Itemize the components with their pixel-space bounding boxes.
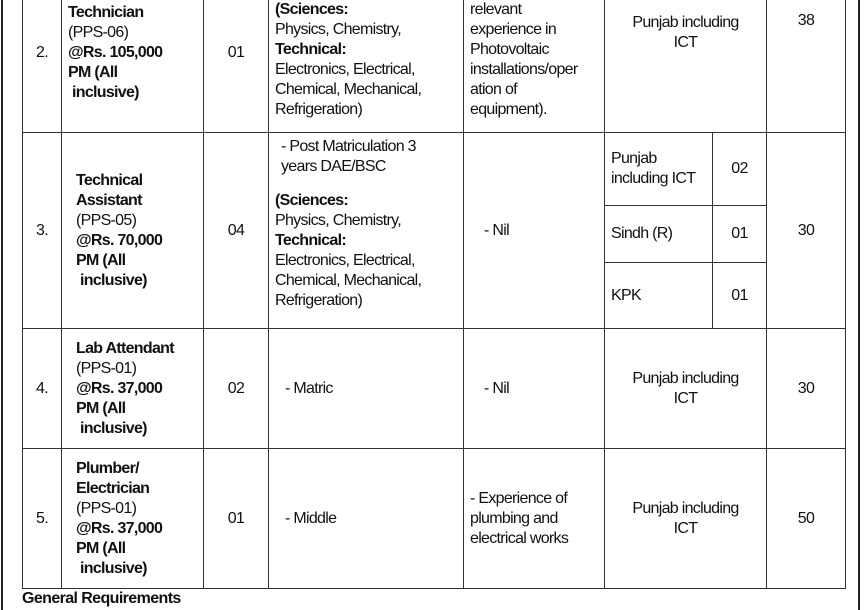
qualification-cell — [269, 133, 464, 329]
region-seats: 01 — [713, 263, 767, 329]
post-title: Assistant — [76, 191, 142, 209]
domicile: Punjab including ICT — [605, 329, 767, 449]
qualification-text: - Post Matriculation 3 — [281, 138, 416, 155]
technical-text: Chemical, Mechanical, — [275, 81, 422, 98]
post-count: 01 — [204, 0, 269, 133]
general-requirements-heading: General Requirements — [22, 590, 181, 607]
pps-grade: (PPS-06) — [68, 24, 129, 41]
post-title: Plumber/ — [76, 459, 139, 477]
experience: - Experience of plumbing and electrical works — [464, 449, 605, 589]
experience: - Nil — [464, 133, 605, 329]
technical-heading: Technical: — [275, 232, 346, 249]
table-row — [23, 0, 846, 133]
experience: - Nil — [464, 329, 605, 449]
pay: PM (All — [76, 539, 126, 557]
serial-number: 5. — [23, 449, 62, 589]
serial-number: 3. — [23, 133, 62, 329]
vacancies-table — [22, 0, 846, 589]
qualification: - Matric — [269, 329, 464, 449]
qualification-cell — [269, 0, 464, 133]
post-cell — [62, 449, 204, 589]
sciences-heading: (Sciences: — [275, 192, 349, 209]
sciences-text: Physics, Chemistry, — [275, 21, 401, 38]
sciences-text: Physics, Chemistry, — [275, 212, 401, 229]
pps-grade: (PPS-01) — [76, 359, 137, 377]
post-title: Electrician — [76, 479, 150, 497]
post-cell — [62, 133, 204, 329]
sciences-heading: (Sciences: — [275, 1, 349, 18]
table-row — [23, 133, 846, 206]
serial-number: 4. — [23, 329, 62, 449]
age-limit: 30 — [767, 329, 846, 449]
age-limit: 50 — [767, 449, 846, 589]
technical-text: Electronics, Electrical, — [275, 61, 415, 78]
pps-grade: (PPS-05) — [76, 211, 137, 229]
technical-text: Refrigeration) — [275, 101, 363, 118]
domicile: Punjab including ICT — [605, 0, 767, 133]
post-title: Technician — [68, 4, 144, 21]
table-row — [23, 449, 846, 589]
experience-text: equipment). — [470, 101, 547, 118]
post-count: 02 — [204, 329, 269, 449]
experience-text: ation of — [470, 81, 517, 98]
pps-grade: (PPS-01) — [76, 499, 137, 517]
region-name: Sindh (R) — [605, 206, 713, 263]
experience-text: relevant — [470, 1, 522, 18]
pay: inclusive) — [80, 559, 147, 577]
pay: @Rs. 37,000 — [76, 379, 163, 397]
technical-heading: Technical: — [275, 41, 346, 58]
technical-text: Chemical, Mechanical, — [275, 272, 422, 289]
pay: @Rs. 70,000 — [76, 231, 163, 249]
region-seats: 02 — [713, 133, 767, 206]
region-name: KPK — [605, 263, 713, 329]
age-limit: 38 — [767, 0, 846, 133]
pay: inclusive) — [80, 271, 147, 289]
post-title: Lab Attendant — [76, 339, 174, 357]
pay: PM (All — [76, 399, 126, 417]
experience-cell — [464, 0, 605, 133]
table-row — [23, 329, 846, 449]
technical-text: Refrigeration) — [275, 292, 363, 309]
experience-text: experience in — [470, 21, 557, 38]
pay: PM (All — [76, 251, 126, 269]
pay: @Rs. 105,000 — [68, 44, 163, 61]
post-count: 04 — [204, 133, 269, 329]
post-cell — [62, 329, 204, 449]
region-seats: 01 — [713, 206, 767, 263]
age-limit: 30 — [767, 133, 846, 329]
qualification-text: years DAE/BSC — [281, 158, 386, 175]
pay: inclusive) — [72, 84, 139, 101]
post-title: Technical — [76, 171, 143, 189]
pay: PM (All — [68, 64, 118, 81]
region-name: Punjab including ICT — [605, 133, 713, 206]
pay: inclusive) — [80, 419, 147, 437]
technical-text: Electronics, Electrical, — [275, 252, 415, 269]
post-cell — [62, 0, 204, 133]
experience-text: installations/oper — [470, 61, 578, 78]
pay: @Rs. 37,000 — [76, 519, 163, 537]
domicile: Punjab including ICT — [605, 449, 767, 589]
experience-text: Photovoltaic — [470, 41, 549, 58]
serial-number: 2. — [23, 0, 62, 133]
qualification: - Middle — [269, 449, 464, 589]
post-count: 01 — [204, 449, 269, 589]
